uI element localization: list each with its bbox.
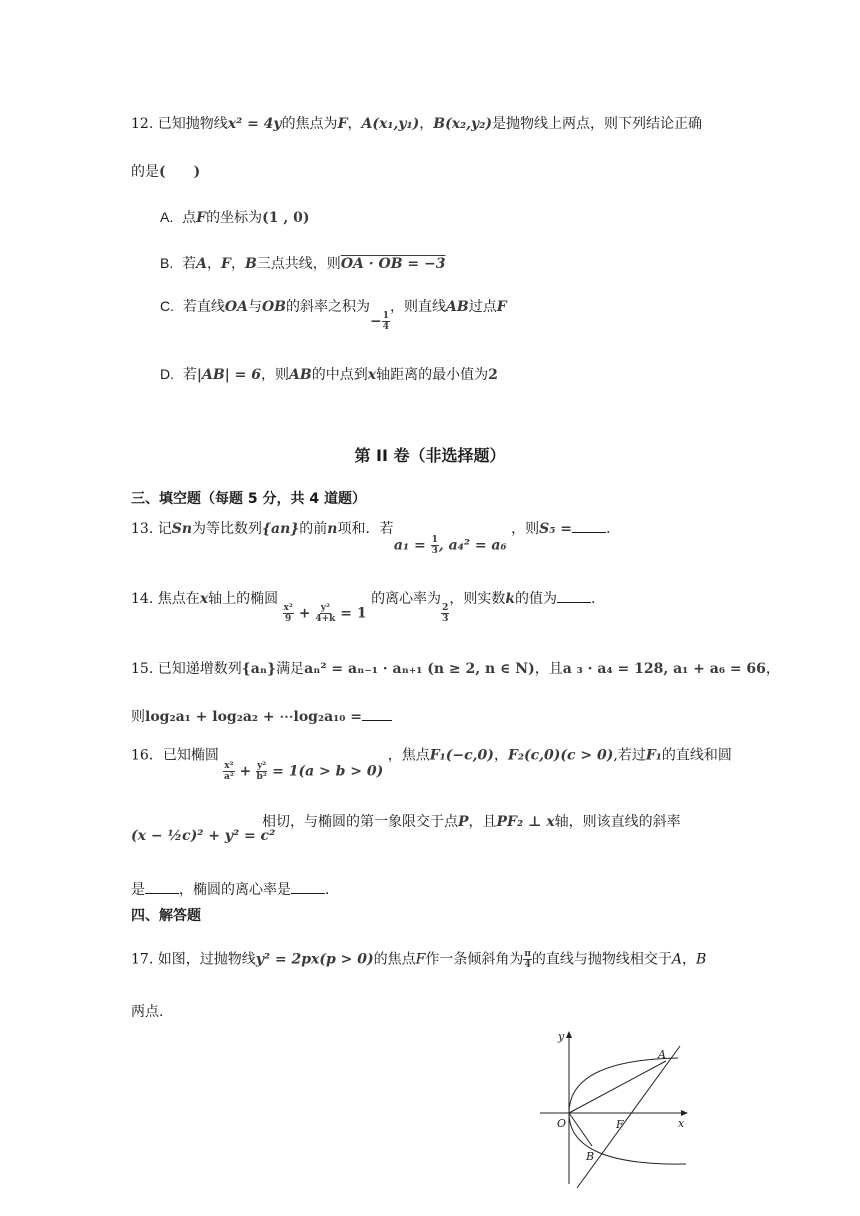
option-d-text-4: 轴距离的最小值为 xyxy=(376,367,489,383)
q15-log-sum: log₂a₁ + log₂a₂ + ⋯log₂a₁₀ = xyxy=(145,709,363,725)
q16-answer-blank-2 xyxy=(291,879,325,894)
q17-number: 17. xyxy=(131,951,158,968)
q16-text-8: 是 xyxy=(131,882,145,898)
q14-plus: + xyxy=(293,605,316,621)
q16-text-1: 已知椭圆 xyxy=(162,747,219,764)
option-b-f: F xyxy=(221,256,231,272)
q16-text-4: 的直线和圆 xyxy=(661,747,732,764)
option-b-b: B xyxy=(244,256,257,272)
q13-frac-num: 1 xyxy=(431,534,438,545)
q14-eq-one: = 1 xyxy=(335,605,367,621)
q16-text-6: ，且 xyxy=(468,814,497,830)
q14-ellipse-eq xyxy=(283,603,367,624)
q16-frac-x-den: a² xyxy=(224,772,234,782)
fill-in-heading: 三、填空题（每题 5 分，共 4 道题） xyxy=(131,491,366,507)
q14-frac-e-num: 2 xyxy=(442,602,449,613)
option-a-coord: (1 , 0) xyxy=(262,210,310,226)
figure-label-f: F xyxy=(616,1118,624,1131)
option-c-text-1: 若直线 xyxy=(182,299,225,315)
q12-text-3: 是抛物线上两点，则下列结论正确 xyxy=(491,116,702,132)
q15-text-1: 已知递增数列 xyxy=(157,661,242,677)
option-d-value: 2 xyxy=(488,367,498,383)
q15-sequence: {aₙ} xyxy=(241,661,277,677)
q16-text-3: ,若过 xyxy=(613,747,646,764)
q14-x: x xyxy=(199,591,209,607)
q15-answer-blank xyxy=(362,706,392,721)
q16-line-2 xyxy=(262,812,681,832)
q12-text-4: 的是 xyxy=(131,164,159,180)
q16-frac-y-num: y² xyxy=(257,761,267,771)
option-c-ob: OB xyxy=(261,299,286,315)
section-2-title: 第 II 卷（非选择题） xyxy=(354,446,506,465)
q13-sn: Sn xyxy=(171,521,193,537)
q13-text-5: ，则 xyxy=(511,521,540,537)
q15-text-3: ，且 xyxy=(534,661,563,677)
q16-circle-eq: (x − ½c)² + y² = c² xyxy=(131,828,276,844)
q14-frac-x-num: x² xyxy=(283,602,293,613)
q13-number: 13. xyxy=(131,521,158,537)
q15-number: 15. xyxy=(131,661,158,677)
q13-line xyxy=(131,518,611,556)
q16-frac-x xyxy=(223,761,234,782)
option-b-text-2: 三点共线，则 xyxy=(256,256,341,272)
q17-text-1: 如图，过抛物线 xyxy=(157,951,256,968)
q17-text-4: 的直线与抛物线相交于 xyxy=(531,951,672,968)
q12-comma-1: ， xyxy=(347,116,362,132)
q16-text-9: ，椭圆的离心率是 xyxy=(179,882,291,898)
option-a-text-2: 的坐标为 xyxy=(206,210,263,226)
q17-parabola-eq: y² = 2px(p > 0) xyxy=(255,951,374,968)
option-a-label: A. xyxy=(160,209,174,225)
q17-f: F xyxy=(415,951,426,968)
option-c-numerator: 1 xyxy=(382,310,389,321)
option-c-ab: AB xyxy=(446,299,469,315)
q13-text-4: 项和．若 xyxy=(337,521,394,537)
q16-f1-ref: F₁ xyxy=(645,747,662,764)
q12-parabola-eq: x² = 4y xyxy=(227,116,282,132)
option-c-text-4: ，则直线 xyxy=(390,299,446,315)
option-c-f: F xyxy=(496,299,507,315)
q17-frac-den: 4 xyxy=(524,960,531,970)
q16-text-7: 轴，则该直线的斜率 xyxy=(554,814,681,830)
q12-comma-2: ， xyxy=(419,116,434,132)
q16-frac-y-den: b² xyxy=(256,772,267,782)
option-c-denominator: 4 xyxy=(382,321,389,332)
q16-circle-eq-line xyxy=(131,826,275,846)
q12-line-2 xyxy=(131,162,200,182)
q12-focus-f: F xyxy=(337,116,348,132)
q12-answer-paren: ( ) xyxy=(159,164,201,180)
q14-number: 14. xyxy=(131,591,158,607)
q16-plus: + xyxy=(234,763,257,780)
option-d-text-2: ，则 xyxy=(261,367,290,383)
q12-option-d xyxy=(160,364,498,385)
q15-text-2: 满足 xyxy=(276,661,305,677)
figure-label-b: B xyxy=(586,1150,595,1163)
option-b-dot-product: OA · OB = −3 xyxy=(340,256,446,272)
q16-frac-x-num: x² xyxy=(224,761,234,771)
y-axis-arrow xyxy=(566,1031,572,1038)
q14-answer-blank xyxy=(557,588,591,603)
option-d-ab: AB xyxy=(289,367,312,383)
q15-text-4: 则 xyxy=(131,709,145,725)
q16-f1: F₁(−c,0) xyxy=(429,747,494,764)
option-a-text-1: 点 xyxy=(182,210,197,226)
q16-perp: PF₂ ⊥ x xyxy=(496,814,555,830)
q13-text-1: 记 xyxy=(157,521,172,537)
q16-p: P xyxy=(458,814,469,830)
q16-f2: F₂(c,0)(c > 0) xyxy=(507,747,614,764)
option-c-label: C. xyxy=(160,298,174,314)
q14-text-5: 的值为 xyxy=(515,591,558,607)
q14-frac-y-num: y² xyxy=(320,602,330,613)
q16-condition: = 1(a > b > 0) xyxy=(267,763,384,780)
option-d-label: D. xyxy=(160,366,174,382)
option-c-minus: − xyxy=(370,313,382,329)
q16-line-3 xyxy=(131,879,329,900)
q13-frac-den: 3 xyxy=(431,545,438,556)
q17-text-5: 两点. xyxy=(131,1004,164,1020)
q17-text-2: 的焦点 xyxy=(373,951,416,968)
q14-period: . xyxy=(591,591,596,607)
q13-a1: a₁ = xyxy=(393,537,431,553)
answer-heading: 四、解答题 xyxy=(131,908,201,924)
q15-condition: a ₃ · a₄ = 128, a₁ + a₆ = 66 xyxy=(562,661,766,677)
option-c-text-2: 与 xyxy=(247,299,262,315)
option-d-ab-length: |AB| = 6 xyxy=(196,367,262,383)
line-ab xyxy=(577,1046,680,1188)
q14-text-1: 焦点在 xyxy=(157,591,200,607)
q17-comma: ， xyxy=(682,951,697,968)
option-c-text-5: 过点 xyxy=(468,299,497,315)
option-c-text-3: 的斜率之积为 xyxy=(286,299,370,315)
q16-number: 16． xyxy=(131,747,163,764)
option-c-oa: OA xyxy=(224,299,248,315)
q14-text-3: 的离心率为 xyxy=(371,591,442,607)
q14-text-2: 轴上的椭圆 xyxy=(208,591,279,607)
q16-answer-blank-1 xyxy=(145,879,179,894)
q14-k: k xyxy=(505,591,516,607)
q14-line xyxy=(131,588,596,624)
q13-text-3: 的前 xyxy=(299,521,328,537)
figure-label-x: x xyxy=(678,1117,685,1130)
q16-comma: ， xyxy=(493,747,508,764)
q14-frac-x-den: 9 xyxy=(285,613,292,624)
q13-n: n xyxy=(327,521,338,537)
q17-frac-num: π xyxy=(524,949,531,959)
q16-frac-y xyxy=(256,761,267,782)
q12-option-c xyxy=(160,296,507,332)
q16-ellipse-eq xyxy=(223,761,383,782)
option-d-x: x xyxy=(367,367,377,383)
q15-line-1 xyxy=(131,659,780,679)
q13-answer-blank xyxy=(572,518,606,533)
q17-line-2 xyxy=(131,1002,163,1022)
figure-label-o: O xyxy=(557,1117,567,1130)
q12-text-1: 已知抛物线 xyxy=(157,116,228,132)
q13-condition xyxy=(394,535,507,556)
q14-frac-e-den: 3 xyxy=(442,613,449,624)
q13-frac xyxy=(431,535,439,556)
q17-a: A xyxy=(671,951,683,968)
q16-period: . xyxy=(325,882,330,898)
q12-number: 12. xyxy=(131,116,158,132)
q14-frac-e xyxy=(441,603,449,624)
q14-text-4: ，则实数 xyxy=(449,591,506,607)
q12-option-a xyxy=(160,207,309,228)
q12-point-a: A(x₁,y₁) xyxy=(361,116,420,132)
q12-text-2: 的焦点为 xyxy=(281,116,338,132)
q13-a4-eq: , a₄² = a₆ xyxy=(438,537,507,553)
option-a-f: F xyxy=(196,210,207,226)
option-b-label: B. xyxy=(160,255,174,271)
x-axis-arrow xyxy=(681,1110,688,1116)
option-c-frac xyxy=(382,311,390,332)
q12-option-b: B. 若A，F，B三点共线，则OA · OB = −3 xyxy=(160,255,446,272)
q13-s5: S₅ = xyxy=(539,521,572,537)
option-c-fraction xyxy=(370,311,390,332)
q16-text-5: 相切，与椭圆的第一象限交于点 xyxy=(262,814,458,830)
q14-ecc xyxy=(441,603,449,624)
parabola-curve xyxy=(569,1058,686,1164)
q13-period: . xyxy=(605,521,611,537)
q15-comma: ， xyxy=(765,661,780,677)
q13-sequence: {an} xyxy=(262,521,300,537)
parabola-figure xyxy=(530,1024,700,1194)
segment-oa xyxy=(569,1061,666,1113)
q13-text-2: 为等比数列 xyxy=(192,521,263,537)
option-b-text-1: 若 xyxy=(182,256,197,272)
q15-recurrence: aₙ² = aₙ₋₁ · aₙ₊₁ (n ≥ 2, n ∈ N) xyxy=(304,661,535,677)
figure-label-a: A xyxy=(658,1048,666,1061)
q14-frac-y xyxy=(315,603,335,624)
q12-line-1 xyxy=(131,114,702,134)
figure-label-y: y xyxy=(558,1030,565,1043)
option-d-text-1: 若 xyxy=(182,367,197,383)
q17-line-1 xyxy=(131,949,706,970)
q17-text-3: 作一条倾斜角为 xyxy=(425,951,524,968)
q16-text-2: ，焦点 xyxy=(387,747,430,764)
q14-frac-x xyxy=(283,603,294,624)
q12-point-b: B(x₂,y₂) xyxy=(433,116,492,132)
q17-b: B xyxy=(696,951,707,968)
q16-line-1 xyxy=(131,745,732,782)
option-b-a: A xyxy=(196,256,208,272)
q15-line-2 xyxy=(131,706,392,727)
q17-angle-frac xyxy=(523,949,532,970)
q14-frac-y-den: 4+k xyxy=(315,613,336,624)
option-d-text-3: 的中点到 xyxy=(311,367,368,383)
